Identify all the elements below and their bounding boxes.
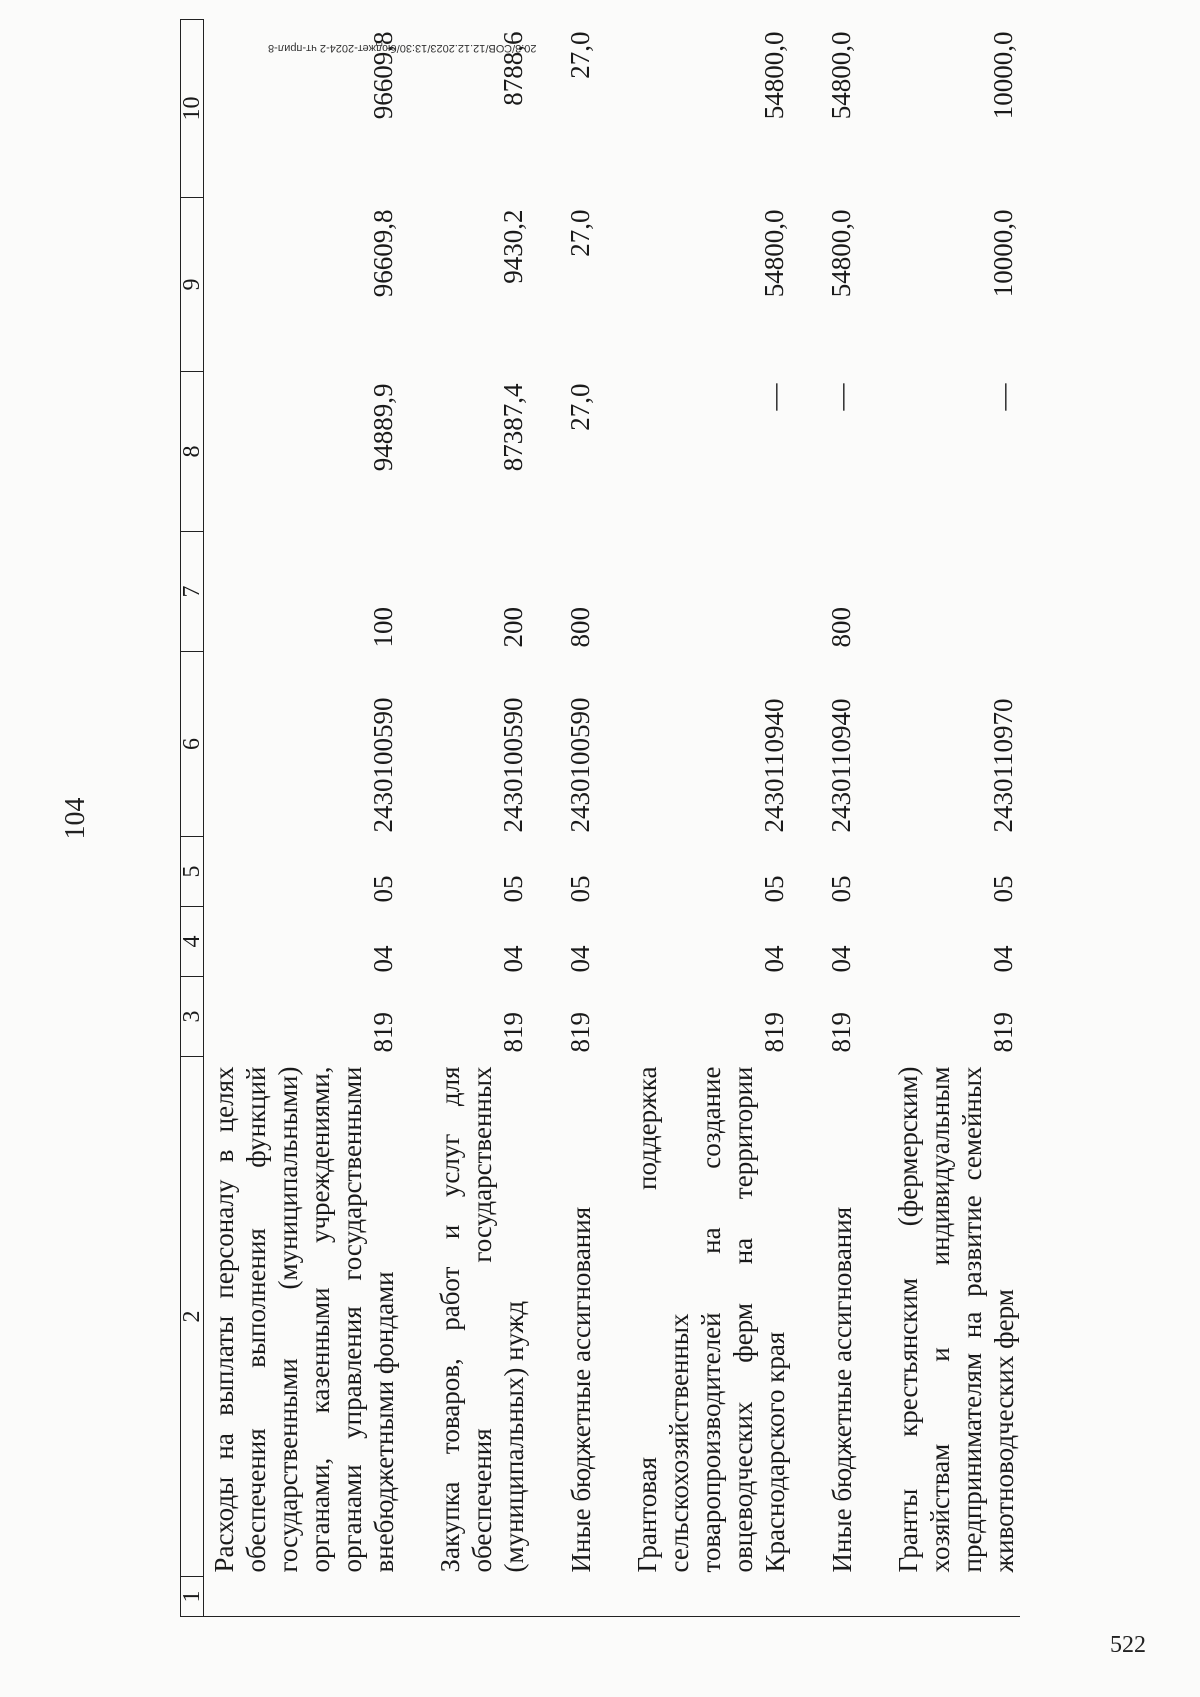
col-header-7: 7 <box>181 532 204 652</box>
cell-col3: 819 <box>759 1012 789 1053</box>
header-row <box>181 20 204 1617</box>
cell-col3: 819 <box>988 1012 1018 1053</box>
row-name: Расходы на выплаты персоналу в целях обеспечения выполнения функций государственными (муниципальными) органами, казенными учреждениями, органами управления государственными внебюджетными фондами <box>209 1066 399 1573</box>
cell-col6: 2430110970 <box>988 698 1018 833</box>
row-name: Грантовая поддержка сельскохозяйственных товаропроизводителей на создание овцеводческих ферм на территории Краснодарского края <box>632 1066 790 1573</box>
col-header-5: 5 <box>181 837 204 907</box>
cell-col4: 04 <box>826 945 856 973</box>
cell-col7: 200 <box>498 607 528 648</box>
table-row <box>888 20 1020 1617</box>
cell-col8: 27,0 <box>565 383 595 431</box>
cell-col7 <box>888 532 1020 652</box>
table-row <box>204 20 401 1617</box>
row-spacer <box>530 20 560 1617</box>
cell-col8: — <box>759 383 789 411</box>
footer-stamp: 20.3/СОВ/12.12.2023/13:30/бюджет-2024-2 чт-прил-8 <box>268 42 537 54</box>
col-header-10: 10 <box>181 20 204 198</box>
cell-col8: 94889,9 <box>368 383 398 472</box>
col-header-9: 9 <box>181 198 204 372</box>
cell-col8: 87387,4 <box>498 383 528 472</box>
cell-col10: 8788,6 <box>498 31 528 106</box>
cell-col9: 96609,8 <box>368 209 398 298</box>
cell-col7 <box>627 532 791 652</box>
row-name: Иные бюджетные ассигнования <box>827 1206 857 1573</box>
cell-col1 <box>430 1577 530 1617</box>
cell-col7: 800 <box>826 607 856 648</box>
cell-col1 <box>560 1577 597 1617</box>
cell-col9: 54800,0 <box>759 209 789 298</box>
cell-col8: — <box>988 383 1018 411</box>
row-spacer <box>400 20 430 1617</box>
table-row <box>430 20 530 1617</box>
cell-col1 <box>888 1577 1020 1617</box>
cell-col1 <box>204 1577 401 1617</box>
col-header-6: 6 <box>181 652 204 837</box>
cell-col3: 819 <box>368 1012 398 1053</box>
cell-col10: 54800,0 <box>759 31 789 120</box>
cell-col7: 100 <box>368 607 398 648</box>
cell-col4: 04 <box>565 945 595 973</box>
cell-col4: 04 <box>368 945 398 973</box>
cell-col3: 819 <box>565 1012 595 1053</box>
row-spacer <box>858 20 888 1617</box>
budget-table <box>180 19 1020 1617</box>
col-header-8: 8 <box>181 372 204 532</box>
table-row <box>560 20 597 1617</box>
cell-col5: 05 <box>826 875 856 903</box>
row-name: Закупка товаров, работ и услуг для обеспечения государственных (муниципальных) нужд <box>435 1066 529 1573</box>
row-spacer <box>597 20 627 1617</box>
cell-col7: 800 <box>565 607 595 648</box>
cell-col1 <box>627 1577 791 1617</box>
cell-col3: 819 <box>826 1012 856 1053</box>
col-header-3: 3 <box>181 977 204 1057</box>
cell-col5: 05 <box>498 875 528 903</box>
cell-col5: 05 <box>565 875 595 903</box>
cell-col4: 04 <box>988 945 1018 973</box>
cell-col9: 10000,0 <box>988 209 1018 298</box>
cell-col6: 2430110940 <box>826 698 856 833</box>
cell-col1 <box>821 1577 858 1617</box>
cell-col8: — <box>826 383 856 411</box>
cell-col5: 05 <box>368 875 398 903</box>
table-row <box>627 20 791 1617</box>
cell-col6: 2430100590 <box>498 697 528 833</box>
rotated-page <box>60 20 1019 1617</box>
col-header-2: 2 <box>181 1057 204 1577</box>
cell-col9: 54800,0 <box>826 209 856 298</box>
cell-col9: 27,0 <box>565 209 595 257</box>
cell-col3: 819 <box>498 1012 528 1053</box>
col-header-4: 4 <box>181 907 204 977</box>
cell-col10: 96609,8 <box>368 31 398 120</box>
cell-col5: 05 <box>759 875 789 903</box>
cell-col10: 54800,0 <box>826 31 856 120</box>
cell-col4: 04 <box>498 945 528 973</box>
table-row <box>821 20 858 1617</box>
cell-col6: 2430100590 <box>565 697 595 833</box>
row-name: Иные бюджетные ассигнования <box>566 1206 596 1573</box>
page-number: 104 <box>60 797 91 840</box>
cell-col10: 27,0 <box>565 31 595 79</box>
sheet-number: 522 <box>1110 1632 1146 1658</box>
row-name: Гранты крестьянским (фермерским) хозяйствам и индивидуальным предпринимателям на развитие семейных животноводческих ферм <box>893 1066 1019 1573</box>
cell-col4: 04 <box>759 945 789 973</box>
row-spacer <box>791 20 821 1617</box>
cell-col9: 9430,2 <box>498 209 528 284</box>
cell-col6: 2430100590 <box>368 697 398 833</box>
col-header-1: 1 <box>181 1577 204 1617</box>
cell-col10: 10000,0 <box>988 31 1018 120</box>
cell-col5: 05 <box>988 875 1018 903</box>
cell-col6: 2430110940 <box>759 698 789 833</box>
